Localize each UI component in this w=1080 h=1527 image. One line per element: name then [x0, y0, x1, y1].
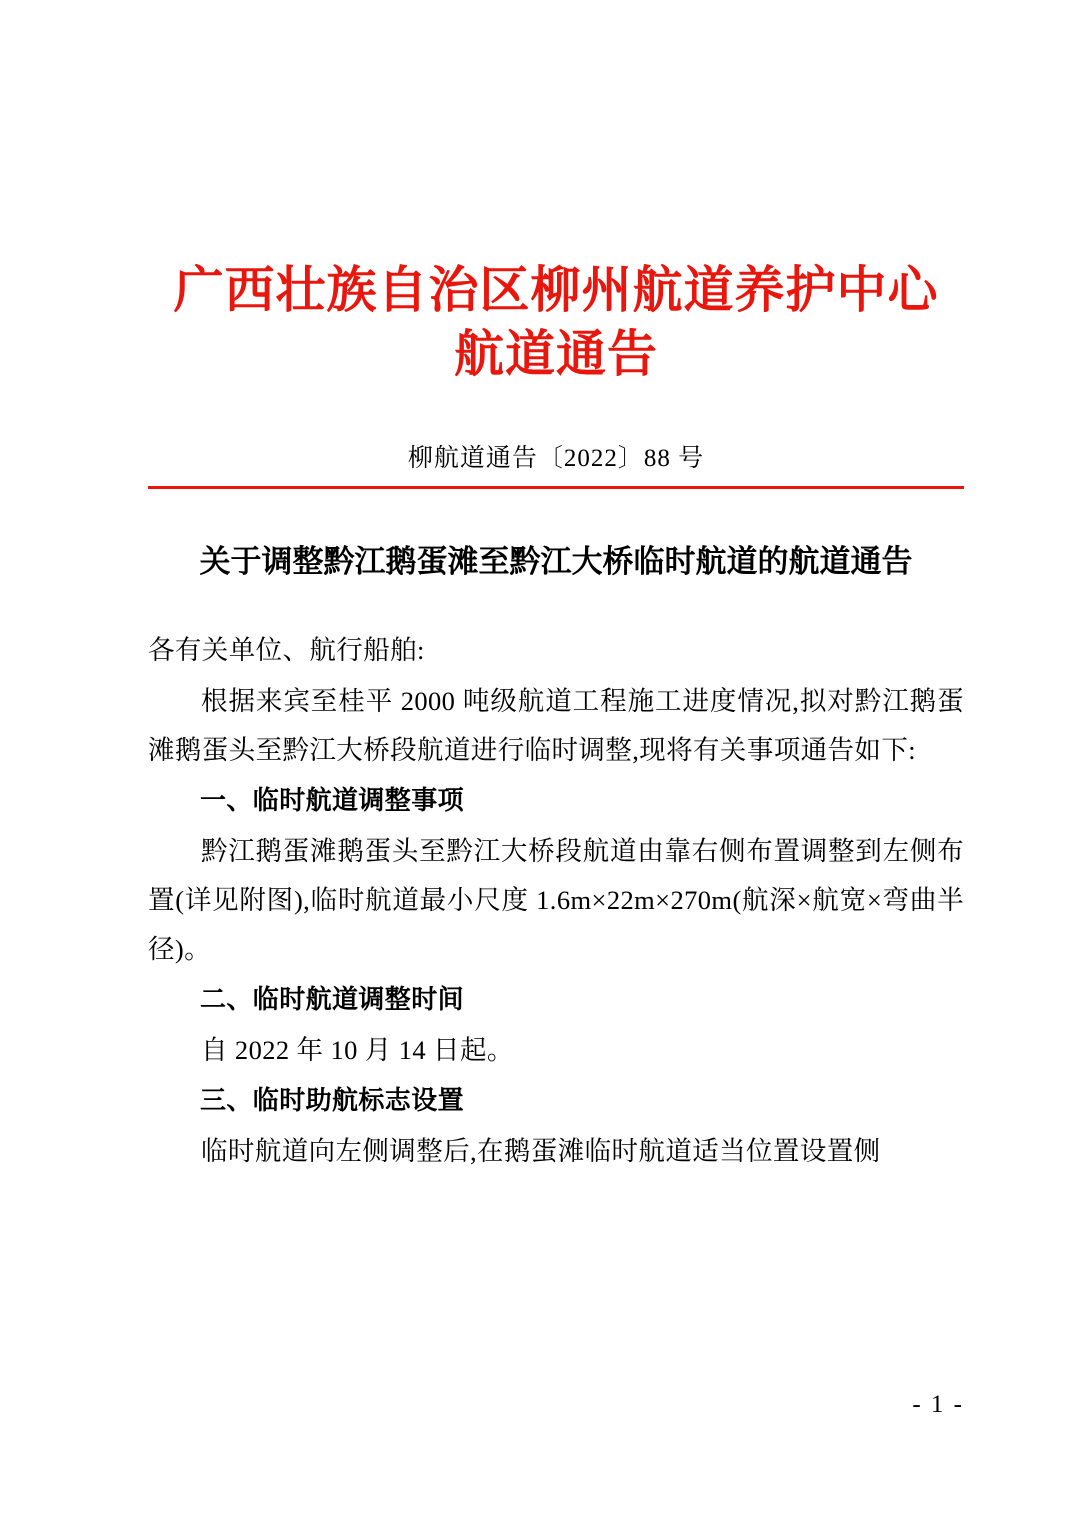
section-text-2: 自 2022 年 10 月 14 日起。 — [201, 1034, 514, 1065]
red-divider — [148, 486, 964, 489]
section-text-3: 临时航道向左侧调整后,在鹅蛋滩临时航道适当位置设置侧 — [201, 1135, 881, 1166]
salutation: 各有关单位、航行船舶: — [148, 634, 425, 665]
document-body — [148, 626, 964, 1176]
page-number: - 1 - — [912, 1391, 964, 1418]
document-number: 柳航道通告〔2022〕88 号 — [407, 445, 705, 472]
section-text-1: 黔江鹅蛋滩鹅蛋头至黔江大桥段航道由靠右侧布置调整到左侧布置(详见附图),临时航道最小尺度 1.6m×22m×270m(航深×航宽×弯曲半径)。 — [148, 835, 964, 964]
intro-paragraph: 根据来宾至桂平 2000 吨级航道工程施工进度情况,拟对黔江鹅蛋滩鹅蛋头至黔江大桥段航道进行临时调整,现将有关事项通告如下: — [148, 685, 964, 765]
document-content — [148, 0, 964, 1178]
section-heading-1: 一、临时航道调整事项 — [200, 785, 465, 816]
title-line-1: 广西壮族自治区柳州航道养护中心 — [173, 260, 939, 319]
page-title — [148, 258, 964, 386]
document-subject: 关于调整黔江鹅蛋滩至黔江大桥临时航道的航道通告 — [199, 544, 913, 580]
section-heading-3: 三、临时助航标志设置 — [200, 1085, 465, 1116]
title-line-2: 航道通告 — [454, 324, 658, 383]
section-heading-2: 二、临时航道调整时间 — [200, 984, 465, 1015]
